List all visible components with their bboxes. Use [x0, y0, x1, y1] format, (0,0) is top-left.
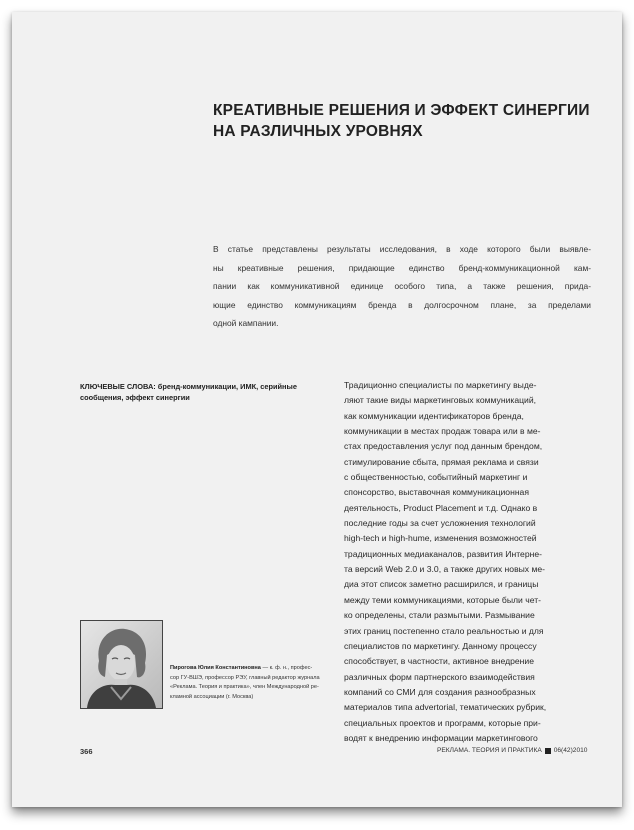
journal-footer	[437, 747, 603, 754]
body-line: различных форм партнерского взаимодействия	[344, 671, 535, 682]
article-body	[344, 378, 604, 746]
author-portrait-image	[81, 621, 162, 708]
body-line: ко определены, стали размытыми. Размывание	[344, 610, 535, 621]
body-line: компаний со СМИ для создания разнообразных	[344, 686, 536, 697]
body-line: традиционных медиаканалов, развития Интерне-	[344, 548, 542, 559]
abstract-line: пании как коммуникативной единице особого типа, а также решения, прида-	[213, 281, 591, 292]
abstract-line: ющие единство коммуникациям бренда в долгосрочном плане, за пределами	[213, 299, 591, 310]
article-title-line-2: НА РАЗЛИЧНЫХ УРОВНЯХ	[213, 123, 423, 140]
bio-line-2: сор ГУ-ВШЭ, профессор РЭУ, главный редактор журнала	[170, 674, 320, 681]
keywords-line-2: сообщения, эффект синергии	[80, 393, 190, 402]
journal-issue: 06(42)2010	[553, 747, 588, 754]
author-photo	[80, 620, 163, 709]
abstract-line: одной кампании.	[213, 318, 279, 329]
body-line: деятельность, Product Placement и т.д. Однако в	[344, 502, 538, 513]
bio-line-1	[170, 664, 360, 674]
keywords-line-1: КЛЮЧЕВЫЕ СЛОВА: бренд-коммуникации, ИМК, серийные	[80, 382, 297, 391]
bio-line-1-rest: — к. ф. н., профес-	[260, 665, 313, 671]
bio-line-3: «Реклама. Теория и практика», член Международной ре-	[170, 684, 319, 691]
body-line: high-tech и high-hume, изменения возможностей	[344, 533, 537, 544]
author-name: Пирогова Юлия Константиновна	[170, 665, 261, 671]
body-line: как коммуникации идентификаторов бренда,	[344, 410, 524, 421]
body-line: Традиционно специалисты по маркетингу выде-	[344, 380, 537, 390]
body-line: стимулирование сбыта, прямая реклама и связи	[344, 456, 539, 467]
article-title	[213, 100, 613, 142]
body-line: последние годы за счет усложнения технологий	[344, 518, 536, 529]
body-line: та версий Web 2.0 и 3.0, а также других новых ме-	[344, 564, 546, 575]
author-bio	[170, 664, 360, 702]
abstract-line: В статье представлены результаты исследования, в ходе которого были выявле-	[213, 244, 591, 254]
article-title-line-1: КРЕАТИВНЫЕ РЕШЕНИЯ И ЭФФЕКТ СИНЕРГИИ	[213, 102, 590, 119]
body-line: этих границ постепенно стало реальностью и для	[344, 625, 544, 636]
bio-line-4: кламной ассоциации (г. Москва)	[170, 693, 254, 700]
body-line: ляют такие виды маркетинговых коммуникаций,	[344, 395, 537, 406]
body-line: водят к внедрению информации маркетингового	[344, 732, 538, 743]
square-separator-icon	[545, 748, 551, 754]
journal-page	[12, 12, 622, 807]
body-line: коммуникации в местах продаж товара или в ме-	[344, 426, 541, 437]
body-line: с общественностью, событийный маркетинг и	[344, 472, 528, 483]
journal-name: РЕКЛАМА. ТЕОРИЯ И ПРАКТИКА	[437, 747, 542, 754]
body-line: диа этот список заметно расширился, и границы	[344, 579, 539, 590]
body-line: специальных проектов и программ, которые при-	[344, 717, 541, 728]
body-line: спонсорство, выставочная коммуникационная	[344, 487, 529, 498]
body-line: материалов типа advertorial, тематических рубрик,	[344, 702, 547, 713]
article-abstract	[213, 240, 591, 333]
keywords	[80, 381, 320, 403]
body-line: между теми коммуникациями, которые были чет-	[344, 594, 541, 605]
body-line: стах предоставления услуг под данным брендом,	[344, 441, 543, 452]
page-number: 366	[80, 747, 93, 756]
abstract-line: ны креативные решения, придающие единство бренд-коммуникационной кам-	[213, 262, 591, 273]
body-line: способствует, в частности, активное внедрение	[344, 656, 534, 667]
body-line: специалистов по маркетингу. Данному процессу	[344, 640, 537, 651]
